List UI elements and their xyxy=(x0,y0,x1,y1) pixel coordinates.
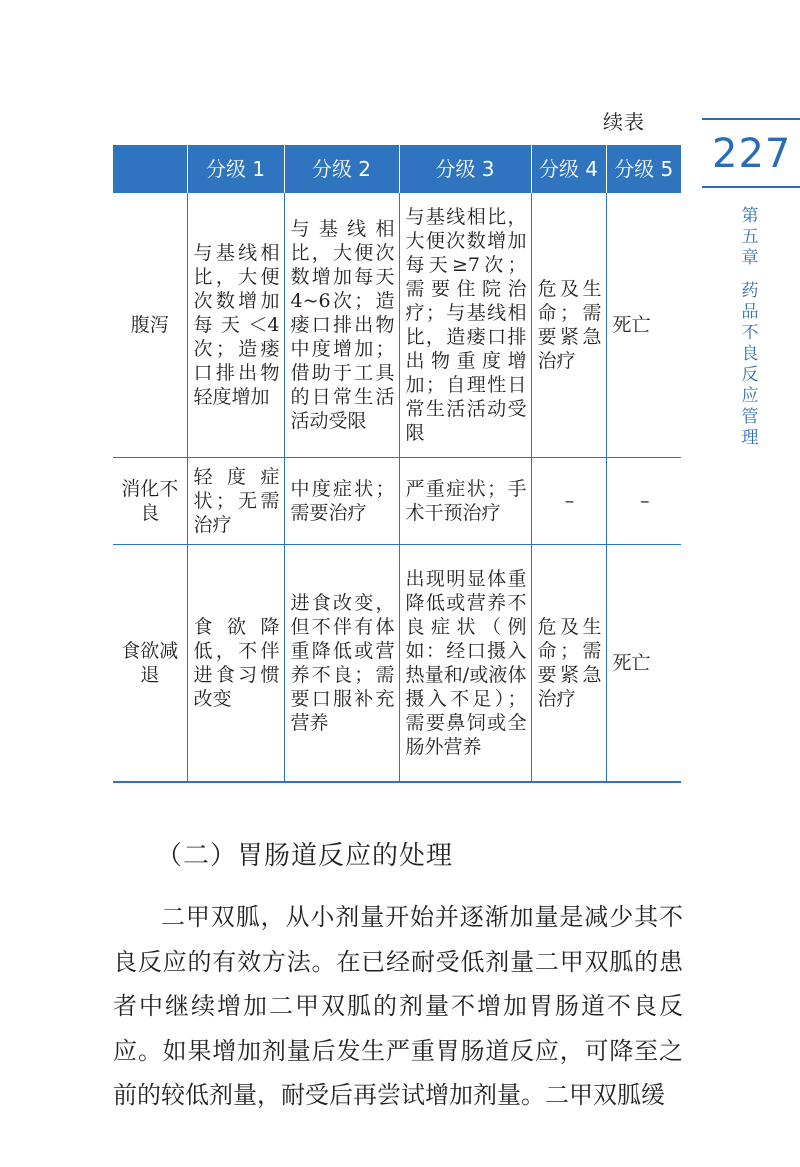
chapter-title: 药品不良反应管理 xyxy=(741,281,759,448)
header-cell-grade-5: 分级 5 xyxy=(606,145,681,193)
running-head xyxy=(736,206,764,449)
section-heading: （二）胃肠道反应的处理 xyxy=(156,841,454,871)
page-number-rule-top xyxy=(702,118,800,120)
grade-5-cell: – xyxy=(606,457,681,544)
table-row-anorexia xyxy=(113,544,681,782)
grade-5-cell: 死亡 xyxy=(606,544,681,782)
grade-4-cell: – xyxy=(531,457,606,544)
grade-2-cell: 中度症状；需要治疗 xyxy=(284,457,399,544)
chapter-number: 第五章 xyxy=(741,206,759,268)
header-cell-grade-1: 分级 1 xyxy=(187,145,284,193)
grade-1-cell: 与基线相比，大便次数增加每天＜4次；造瘘口排出物轻度增加 xyxy=(187,193,284,457)
header-cell-empty xyxy=(113,145,187,193)
page-number-rule-bottom xyxy=(702,186,800,188)
header-cell-grade-3: 分级 3 xyxy=(399,145,531,193)
row-name-cell: 腹泻 xyxy=(113,193,187,457)
grade-5-cell: 死亡 xyxy=(606,193,681,457)
grade-3-cell: 严重症状；手术干预治疗 xyxy=(399,457,531,544)
grade-1-cell: 食欲降低，不伴进食习惯改变 xyxy=(187,544,284,782)
grade-2-cell: 进食改变，但不伴有体重降低或营养不良；需要口服补充营养 xyxy=(284,544,399,782)
table-row-dyspepsia xyxy=(113,457,681,544)
header-cell-grade-4: 分级 4 xyxy=(531,145,606,193)
grade-2-cell: 与基线相比，大便次数增加每天4~6次；造瘘口排出物中度增加；借助于工具的日常生活活动受限 xyxy=(284,193,399,457)
grade-4-cell: 危及生命；需要紧急治疗 xyxy=(531,193,606,457)
table-header-row xyxy=(113,145,681,193)
row-name-cell: 消化不良 xyxy=(113,457,187,544)
continued-table-label: 续表 xyxy=(603,110,645,134)
grade-3-cell: 与基线相比，大便次数增加每天≥7次；需要住院治疗；与基线相比，造瘘口排出物重度增加；自理性日常生活活动受限 xyxy=(399,193,531,457)
row-name-cell: 食欲减退 xyxy=(113,544,187,782)
grade-4-cell: 危及生命；需要紧急治疗 xyxy=(531,544,606,782)
table-row-diarrhea xyxy=(113,193,681,457)
header-cell-grade-2: 分级 2 xyxy=(284,145,399,193)
grade-1-cell: 轻度症状；无需治疗 xyxy=(187,457,284,544)
body-paragraph: 二甲双胍，从小剂量开始并逐渐加量是减少其不良反应的有效方法。在已经耐受低剂量二甲双胍的患者中继续增加二甲双胍的剂量不增加胃肠道不良反应。如果增加剂量后发生严重胃肠道反应，可降至之前的较低剂量，耐受后再尝试增加剂量。二甲双胍缓 xyxy=(113,903,683,1109)
grade-3-cell: 出现明显体重降低或营养不良症状（例如：经口摄入热量和/或液体摄入不足）；需要鼻饲或全肠外营养 xyxy=(399,544,531,782)
adverse-reaction-grade-table xyxy=(113,145,681,783)
page-number: 227 xyxy=(712,131,792,177)
